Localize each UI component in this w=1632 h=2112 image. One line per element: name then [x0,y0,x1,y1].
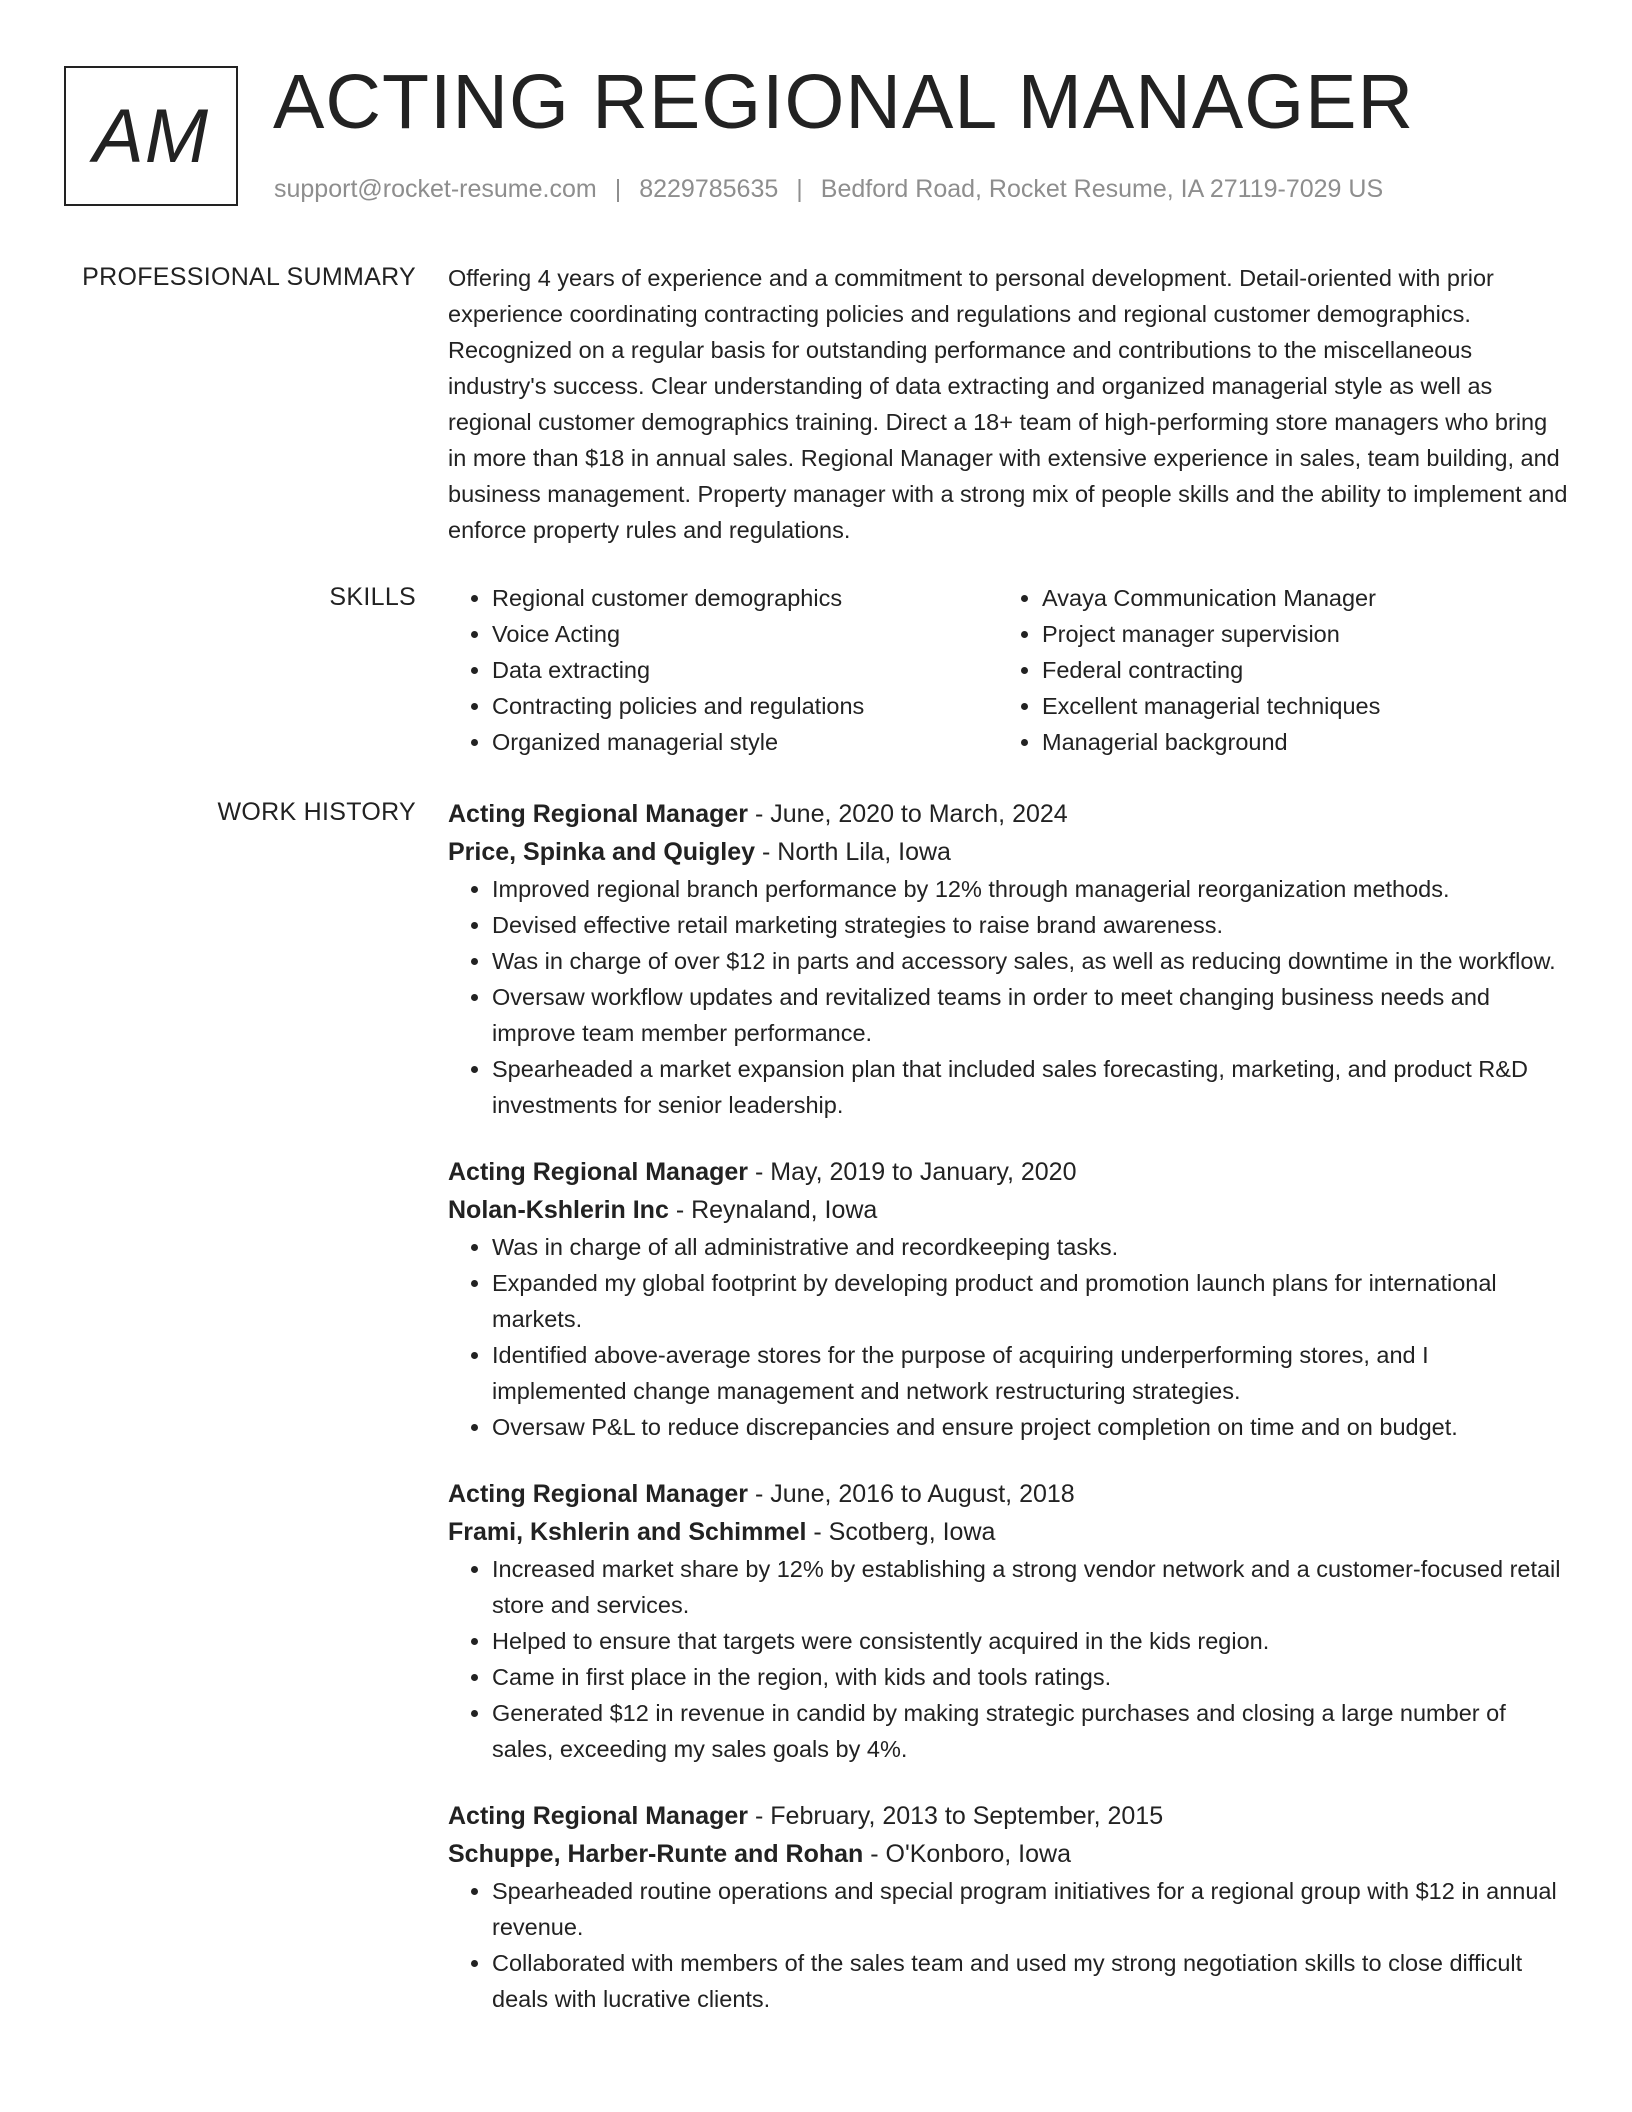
job-bullet: • Spearheaded a market expansion plan that included sales forecasting, marketing, and product R&D investments for senior leadership. [492,1051,1568,1123]
job-bullet-list [448,871,1568,1123]
monogram-initials: AM [93,93,209,179]
contact-separator: | [614,175,622,203]
job-bullet: • Identified above-average stores for the purpose of acquiring underperforming stores, and I implemented change management and network restructuring strategies. [492,1337,1568,1409]
job-bullet: • Helped to ensure that targets were consistently acquired in the kids region. [492,1623,1568,1659]
contact-separator: | [796,175,803,203]
job-bullet: • Improved regional branch performance by 12% through managerial reorganization methods. [492,871,1568,907]
resume-name-title: ACTING REGIONAL MANAGER [273,59,1415,145]
job-bullet: • Came in first place in the region, with kids and tools ratings. [492,1659,1568,1695]
skill-item: • Regional customer demographics [492,580,998,616]
job-bullet-list [448,1229,1568,1445]
job-bullet-list [448,1873,1568,2017]
job-bullet: • Devised effective retail marketing strategies to raise brand awareness. [492,907,1568,943]
job-location: - North Lila, Iowa [755,838,951,866]
job-entry [448,1797,1568,2017]
job-company: Schuppe, Harber-Runte and Rohan [448,1840,864,1868]
job-company-line [448,1835,1568,1873]
section-title-work-history: WORK HISTORY [217,798,416,826]
skills-column-right [998,580,1548,760]
job-bullet: • Spearheaded routine operations and special program initiatives for a regional group with $12 in annual revenue. [492,1873,1568,1945]
skills-column-left [448,580,998,760]
job-company-line [448,833,1568,871]
job-location: - O'Konboro, Iowa [863,1840,1071,1868]
contact-phone: 8229785635 [639,175,779,203]
job-company-line [448,1513,1568,1551]
job-role: Acting Regional Manager [448,1480,749,1508]
job-bullet: • Oversaw workflow updates and revitalized teams in order to meet changing business needs and improve team member performance. [492,979,1568,1051]
job-title-line [448,795,1568,833]
section-title-skills: SKILLS [329,583,416,611]
skills-list-left [448,580,998,760]
summary-text: Offering 4 years of experience and a commitment to personal development. Detail-oriented with prior experience coordinating contracting policies and regulations and regional customer demographics. Recognized on a regular basis for outstanding performance and contributions to the miscellaneous industry's success. Clear understanding of data extracting and organized managerial style as well as regional customer demographics training. Direct a 18+ team of high-performing store managers who bring in more than $18 in annual sales. Regional Manager with extensive experience in sales, team building, and business management. Property manager with a strong mix of people skills and the ability to implement and enforce property rules and regulations. [448,265,1568,543]
job-location: - Reynaland, Iowa [668,1196,878,1224]
job-bullet: • Was in charge of over $12 in parts and accessory sales, as well as reducing downtime in the workflow. [492,943,1568,979]
job-location: - Scotberg, Iowa [806,1518,996,1546]
skill-item: • Avaya Communication Manager [1042,580,1548,616]
job-dates: - February, 2013 to September, 2015 [748,1802,1164,1830]
skill-item: • Contracting policies and regulations [492,688,998,724]
job-company-line [448,1191,1568,1229]
skill-item: • Organized managerial style [492,724,998,760]
job-title-line [448,1475,1568,1513]
skills-body [448,580,1568,760]
contact-line [274,174,1383,204]
job-entry [448,795,1568,1123]
job-bullet: • Expanded my global footprint by developing product and promotion launch plans for international markets. [492,1265,1568,1337]
job-dates: - June, 2020 to March, 2024 [748,800,1068,828]
skill-item: • Federal contracting [1042,652,1548,688]
job-role: Acting Regional Manager [448,800,749,828]
job-company: Nolan-Kshlerin Inc [448,1196,669,1224]
skill-item: • Voice Acting [492,616,998,652]
job-role: Acting Regional Manager [448,1158,749,1186]
skill-item: • Data extracting [492,652,998,688]
job-entry [448,1153,1568,1445]
skills-list-right [998,580,1548,760]
skill-item: • Excellent managerial techniques [1042,688,1548,724]
work-history-body [448,795,1568,2047]
skill-item: • Project manager supervision [1042,616,1548,652]
job-title-line [448,1797,1568,1835]
skill-item: • Managerial background [1042,724,1548,760]
contact-email: support@rocket-resume.com [274,175,597,203]
job-bullet: • Was in charge of all administrative and recordkeeping tasks. [492,1229,1568,1265]
job-company: Price, Spinka and Quigley [448,838,756,866]
job-bullet: • Collaborated with members of the sales team and used my strong negotiation skills to close difficult deals with lucrative clients. [492,1945,1568,2017]
monogram-box [64,66,238,206]
job-company: Frami, Kshlerin and Schimmel [448,1518,807,1546]
job-bullet: • Oversaw P&L to reduce discrepancies and ensure project completion on time and on budget. [492,1409,1568,1445]
summary-body [448,260,1568,548]
contact-address: Bedford Road, Rocket Resume, IA 27119-7029 US [820,175,1384,203]
job-bullet: • Increased market share by 12% by establishing a strong vendor network and a customer-focused retail store and services. [492,1551,1568,1623]
job-title-line [448,1153,1568,1191]
job-dates: - May, 2019 to January, 2020 [748,1158,1077,1186]
section-title-summary: PROFESSIONAL SUMMARY [82,263,416,291]
job-entry [448,1475,1568,1767]
job-role: Acting Regional Manager [448,1802,749,1830]
job-bullet-list [448,1551,1568,1767]
job-bullet: • Generated $12 in revenue in candid by making strategic purchases and closing a large number of sales, exceeding my sales goals by 4%. [492,1695,1568,1767]
job-dates: - June, 2016 to August, 2018 [748,1480,1075,1508]
